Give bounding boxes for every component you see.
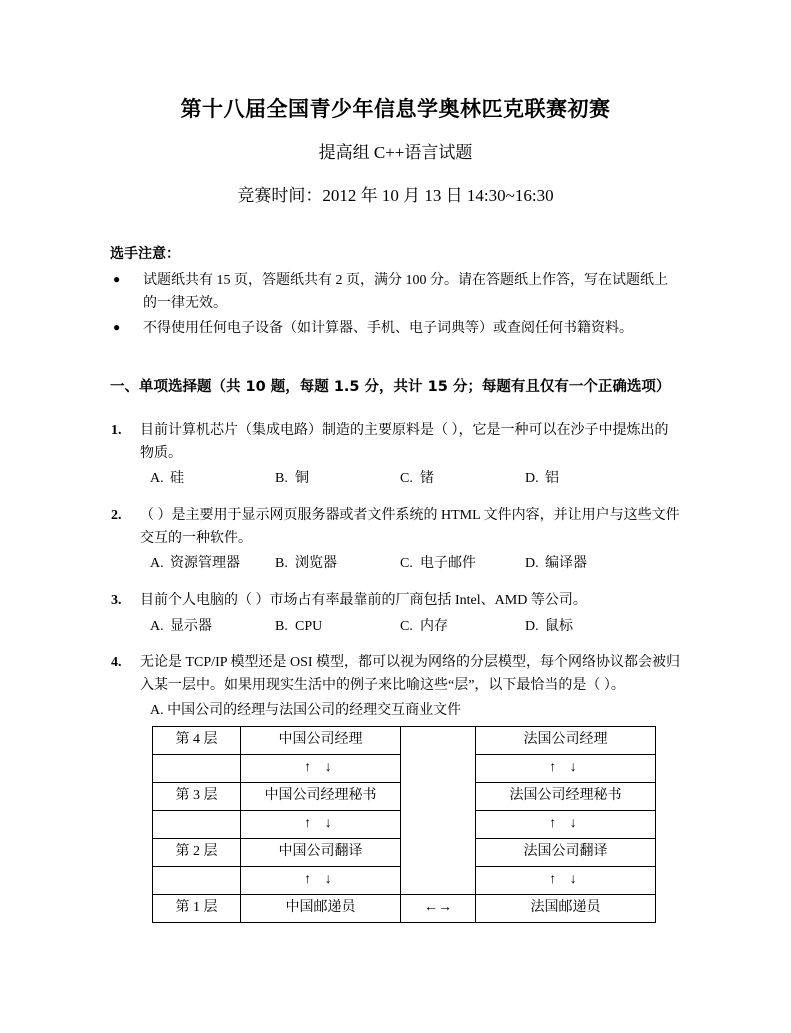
- option-b[interactable]: [275, 553, 400, 576]
- option-label: CPU: [295, 618, 323, 634]
- option-letter: A.: [150, 618, 164, 634]
- option-a[interactable]: [150, 553, 275, 576]
- left-right-arrow-icon: ←→: [401, 895, 476, 923]
- option-letter: D.: [525, 471, 539, 487]
- question-text: 目前计算机芯片（集成电路）制造的主要原料是（ ），它是一种可以在沙子中提炼出的物质。: [140, 422, 669, 461]
- up-down-arrow-icon: ↑ ↓: [241, 867, 401, 895]
- left-party: 中国公司经理: [241, 727, 401, 755]
- option-label: 铜: [295, 471, 309, 487]
- option-label: 铝: [545, 471, 559, 487]
- option-c[interactable]: [400, 468, 525, 491]
- option-d[interactable]: [525, 553, 650, 576]
- up-down-arrow-icon: ↑ ↓: [241, 755, 401, 783]
- option-letter: C.: [400, 556, 413, 572]
- option-label: 资源管理器: [170, 556, 240, 572]
- right-party: 法国公司经理秘书: [476, 783, 656, 811]
- option-d[interactable]: [525, 616, 650, 639]
- up-down-arrow-icon: ↑ ↓: [476, 811, 656, 839]
- left-party: 中国公司经理秘书: [241, 783, 401, 811]
- middle-spacer: [401, 727, 476, 895]
- right-party: 法国邮递员: [476, 895, 656, 923]
- question-item: [110, 590, 681, 638]
- option-list: [140, 465, 681, 491]
- option-letter: C.: [400, 471, 413, 487]
- question-item: [110, 420, 681, 491]
- option-d[interactable]: [525, 468, 650, 491]
- option-letter: C.: [400, 618, 413, 634]
- notice-block: [110, 207, 681, 340]
- notice-item-text: 试题纸共有 15 页，答题纸共有 2 页，满分 100 分。请在答题纸上作答，写在试题纸上的一律无效。: [143, 273, 668, 312]
- bullet-icon: ●: [113, 272, 121, 287]
- option-b[interactable]: [275, 468, 400, 491]
- notice-item: [110, 270, 681, 315]
- option-a[interactable]: [150, 616, 275, 639]
- option-a[interactable]: A. 中国公司的经理与法国公司的经理交互商业文件: [150, 702, 462, 718]
- layer-label-empty: [153, 755, 241, 783]
- table-row: [153, 895, 656, 923]
- page-title: 第十八届全国青少年信息学奥林匹克联赛初赛: [180, 97, 611, 121]
- question-item: [110, 652, 681, 923]
- option-letter: D.: [525, 556, 539, 572]
- left-party: 中国公司翻译: [241, 839, 401, 867]
- option-letter: B.: [275, 618, 288, 634]
- option-a[interactable]: [150, 468, 275, 491]
- question-number: 1.: [111, 422, 122, 438]
- notice-list: [110, 270, 681, 340]
- option-b[interactable]: [275, 616, 400, 639]
- option-label: 鼠标: [545, 618, 573, 634]
- section-heading: 一、单项选择题（共 10 题，每题 1.5 分，共计 15 分；每题有且仅有一个正确选项）: [110, 378, 671, 395]
- layer-label: 第 4 层: [153, 727, 241, 755]
- option-label: 显示器: [170, 618, 212, 634]
- question-item: [110, 505, 681, 576]
- layer-analogy-table: [152, 726, 656, 923]
- question-text: 目前个人电脑的（ ）市场占有率最靠前的厂商包括 Intel、AMD 等公司。: [140, 593, 587, 609]
- option-list: [140, 613, 681, 639]
- question-list: [110, 399, 681, 923]
- layer-label-empty: [153, 811, 241, 839]
- option-label: 硅: [170, 471, 184, 487]
- right-party: 法国公司经理: [476, 727, 656, 755]
- option-letter: D.: [525, 618, 539, 634]
- option-label: 内存: [420, 618, 448, 634]
- exam-time: 竞赛时间：2012 年 10 月 13 日 14:30~16:30: [237, 186, 554, 206]
- question-text: 无论是 TCP/IP 模型还是 OSI 模型，都可以视为网络的分层模型，每个网络协议都会被归入某一层中。如果用现实生活中的例子来比喻这些“层”，以下最恰当的是（ ）。: [140, 655, 681, 694]
- option-list: [140, 550, 681, 576]
- option-label: 编译器: [545, 556, 587, 572]
- bullet-icon: ●: [113, 319, 121, 334]
- option-letter: A.: [150, 471, 164, 487]
- right-party: 法国公司翻译: [476, 839, 656, 867]
- table-row: [153, 727, 656, 755]
- up-down-arrow-icon: ↑ ↓: [476, 867, 656, 895]
- layer-label: 第 1 层: [153, 895, 241, 923]
- layer-label: 第 2 层: [153, 839, 241, 867]
- question-number: 4.: [111, 655, 122, 671]
- up-down-arrow-icon: ↑ ↓: [241, 811, 401, 839]
- document-subtitle: 提高组 C++语言试题: [318, 143, 473, 163]
- question-text: （ ）是主要用于显示网页服务器或者文件系统的 HTML 文件内容，并让用户与这些文件交互的一种软件。: [140, 508, 680, 546]
- option-c[interactable]: [400, 616, 525, 639]
- option-label: 电子邮件: [420, 556, 476, 572]
- question-number: 2.: [111, 508, 122, 523]
- option-label: 浏览器: [295, 556, 337, 572]
- layer-label: 第 3 层: [153, 783, 241, 811]
- layer-label-empty: [153, 867, 241, 895]
- option-letter: B.: [275, 556, 288, 572]
- up-down-arrow-icon: ↑ ↓: [476, 755, 656, 783]
- notice-item-text: 不得使用任何电子设备（如计算器、手机、电子词典等）或查阅任何书籍资料。: [143, 320, 633, 336]
- option-letter: B.: [275, 471, 288, 487]
- option-c[interactable]: [400, 553, 525, 576]
- option-label: 锗: [420, 471, 434, 487]
- left-party: 中国邮递员: [241, 895, 401, 923]
- notice-item: [110, 318, 681, 341]
- notice-heading: 选手注意：: [110, 246, 180, 263]
- option-letter: A.: [150, 556, 164, 572]
- question-number: 3.: [111, 593, 122, 609]
- title-block: [110, 0, 681, 207]
